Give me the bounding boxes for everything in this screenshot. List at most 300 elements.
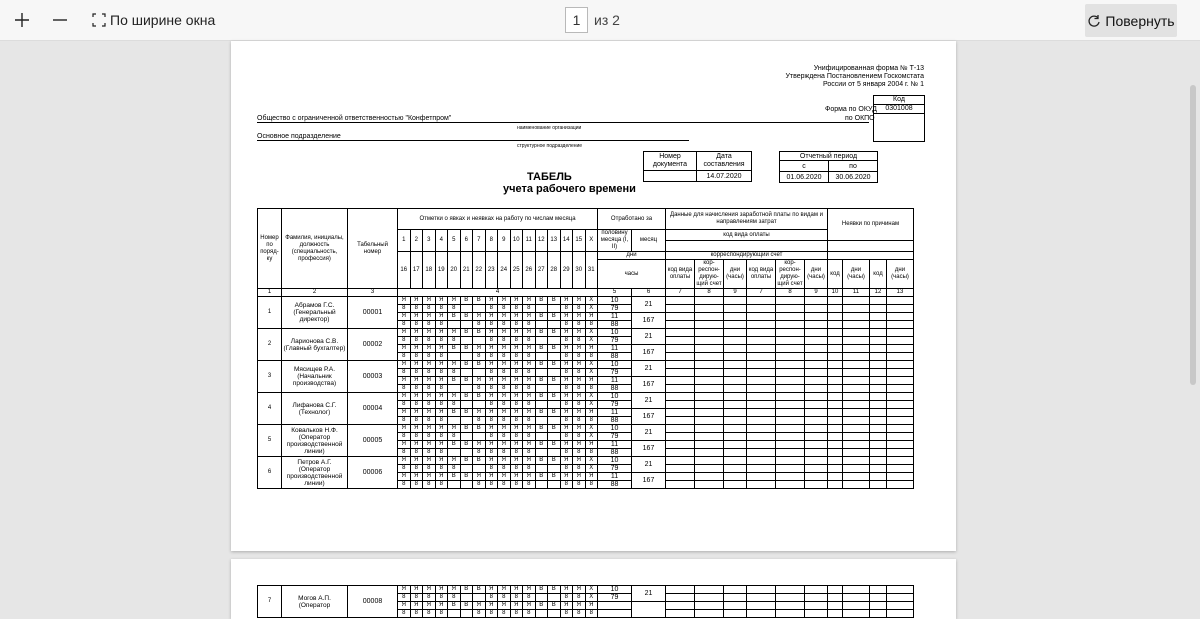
day-mark: В	[535, 361, 548, 369]
day-mark: 8	[510, 610, 523, 618]
table-row	[258, 361, 914, 369]
day-mark: Я	[510, 361, 523, 369]
day-mark: Я	[448, 393, 461, 401]
day-mark	[460, 353, 473, 361]
empty-cell	[747, 377, 776, 385]
period-table	[779, 151, 878, 183]
day-mark: Я	[510, 586, 523, 594]
day-mark: 8	[560, 305, 573, 313]
day-mark: Я	[573, 297, 586, 305]
day-number: 16	[398, 252, 411, 289]
dept-name: Основное подразделение	[257, 133, 689, 141]
day-mark: 8	[423, 385, 436, 393]
document-viewport[interactable]	[0, 41, 1200, 616]
empty-cell	[776, 417, 805, 425]
empty-cell	[828, 610, 843, 618]
empty-cell	[776, 345, 805, 353]
empty-cell	[843, 377, 870, 385]
empty-cell	[776, 481, 805, 489]
day-mark: 8	[498, 385, 511, 393]
header-days: дни	[598, 252, 666, 260]
empty-cell	[695, 321, 724, 329]
empty-cell	[805, 610, 828, 618]
empty-cell	[870, 345, 887, 353]
empty-cell	[828, 369, 843, 377]
day-mark: В	[548, 329, 561, 337]
day-number: 22	[473, 252, 486, 289]
day-mark: 8	[473, 353, 486, 361]
empty-cell	[724, 610, 747, 618]
empty-cell	[776, 433, 805, 441]
empty-cell	[776, 329, 805, 337]
day-mark	[535, 433, 548, 441]
day-mark: 8	[498, 401, 511, 409]
day-number: 25	[510, 252, 523, 289]
empty-cell	[843, 353, 870, 361]
employee-tab-number: 00005	[348, 425, 398, 457]
day-mark: 8	[510, 433, 523, 441]
empty-cell	[828, 353, 843, 361]
day-mark	[548, 321, 561, 329]
day-mark: Я	[573, 377, 586, 385]
empty-cell	[843, 385, 870, 393]
day-mark: 8	[423, 337, 436, 345]
header-half: половину месяца (I, II)	[598, 230, 632, 252]
org-name: Общество с ограниченной ответственностью "Конфетпром"	[257, 115, 869, 123]
day-mark: Я	[573, 441, 586, 449]
empty-cell	[695, 457, 724, 465]
dept-caption: структурное подразделение	[517, 143, 583, 149]
empty-cell	[666, 449, 695, 457]
table-row	[258, 297, 914, 305]
employee-name: Абрамов Г.С. (Генеральный директор)	[282, 297, 348, 329]
empty-cell	[870, 417, 887, 425]
day-mark: 8	[510, 465, 523, 473]
day-mark: 8	[485, 385, 498, 393]
day-mark: В	[548, 425, 561, 433]
empty-cell	[805, 321, 828, 329]
day-mark: В	[548, 457, 561, 465]
month-hours: 167	[632, 409, 666, 425]
empty-cell	[666, 353, 695, 361]
empty-cell	[843, 433, 870, 441]
day-mark: В	[548, 602, 561, 610]
day-number: 20	[448, 252, 461, 289]
empty-cell	[887, 602, 914, 610]
zoom-in-button[interactable]	[10, 6, 34, 34]
day-mark: Я	[573, 586, 586, 594]
day-mark: Я	[435, 377, 448, 385]
empty-cell	[887, 473, 914, 481]
day-mark: Я	[435, 313, 448, 321]
day-mark: В	[460, 409, 473, 417]
day-mark: 8	[560, 481, 573, 489]
column-number: 8	[776, 289, 805, 297]
empty-cell	[828, 305, 843, 313]
okud-code: 0301008	[873, 104, 925, 114]
day-mark: 8	[560, 594, 573, 602]
empty-cell	[805, 473, 828, 481]
absence-spacer	[828, 241, 914, 252]
day-mark: Я	[560, 329, 573, 337]
day-mark	[448, 385, 461, 393]
day-mark: Я	[448, 297, 461, 305]
day-mark: 8	[585, 321, 598, 329]
empty-cell	[724, 313, 747, 321]
day-mark: Я	[560, 361, 573, 369]
day-mark	[548, 594, 561, 602]
day-mark	[548, 385, 561, 393]
empty-cell	[747, 610, 776, 618]
day-mark: В	[460, 393, 473, 401]
okpo-code	[873, 114, 925, 142]
empty-cell	[843, 602, 870, 610]
empty-cell	[666, 433, 695, 441]
empty-cell	[724, 465, 747, 473]
day-number: 31	[585, 252, 598, 289]
empty-cell	[724, 481, 747, 489]
day-mark: Я	[560, 297, 573, 305]
day-mark: 8	[448, 337, 461, 345]
day-mark: Я	[485, 313, 498, 321]
day-number: 15	[573, 230, 586, 252]
day-mark: Я	[573, 425, 586, 433]
empty-cell	[805, 361, 828, 369]
empty-cell	[724, 297, 747, 305]
day-mark: 8	[485, 305, 498, 313]
day-mark: В	[460, 473, 473, 481]
empty-cell	[724, 602, 747, 610]
empty-cell	[776, 586, 805, 594]
empty-cell	[776, 297, 805, 305]
day-mark	[535, 305, 548, 313]
empty-cell	[870, 409, 887, 417]
day-mark	[460, 465, 473, 473]
empty-cell	[870, 329, 887, 337]
row-number: 7	[258, 586, 282, 618]
empty-cell	[805, 481, 828, 489]
day-mark: Я	[398, 313, 411, 321]
employee-name: Лифанова С.Г. (Технолог)	[282, 393, 348, 425]
empty-cell	[666, 369, 695, 377]
empty-cell	[870, 433, 887, 441]
column-number: 5	[598, 289, 632, 297]
day-mark: 8	[585, 481, 598, 489]
day-mark	[460, 433, 473, 441]
day-mark: Я	[498, 441, 511, 449]
day-mark: В	[473, 425, 486, 433]
empty-cell	[724, 457, 747, 465]
day-mark: 8	[510, 449, 523, 457]
day-mark: В	[535, 441, 548, 449]
day-mark: Я	[485, 586, 498, 594]
empty-cell	[887, 594, 914, 602]
fit-width-button[interactable]	[88, 6, 219, 34]
day-mark	[535, 353, 548, 361]
empty-cell	[843, 610, 870, 618]
day-mark	[473, 337, 486, 345]
column-number: 7	[666, 289, 695, 297]
day-mark	[460, 321, 473, 329]
day-mark: 8	[523, 481, 536, 489]
day-mark: Я	[510, 297, 523, 305]
empty-cell	[870, 393, 887, 401]
day-mark: В	[548, 297, 561, 305]
month-hours: 167	[632, 345, 666, 361]
day-mark: Я	[410, 586, 423, 594]
day-mark: 8	[410, 401, 423, 409]
day-mark: 8	[398, 369, 411, 377]
pay-subheader: дни (часы)	[724, 260, 747, 289]
empty-cell	[724, 385, 747, 393]
day-mark	[548, 353, 561, 361]
day-mark: 8	[573, 594, 586, 602]
empty-cell	[695, 297, 724, 305]
rotate-button[interactable]	[1085, 4, 1177, 37]
day-mark: Я	[435, 297, 448, 305]
day-mark: 8	[435, 401, 448, 409]
empty-cell	[747, 473, 776, 481]
day-mark: 8	[435, 353, 448, 361]
empty-cell	[695, 305, 724, 313]
day-mark: 8	[398, 401, 411, 409]
absence-subheader: дни (часы)	[843, 260, 870, 289]
empty-cell	[805, 594, 828, 602]
day-mark: Я	[435, 329, 448, 337]
empty-cell	[805, 425, 828, 433]
day-mark: 8	[398, 433, 411, 441]
empty-cell	[776, 441, 805, 449]
vertical-scrollbar[interactable]	[1190, 85, 1196, 385]
day-mark: В	[473, 393, 486, 401]
day-mark: Я	[560, 602, 573, 610]
empty-cell	[843, 305, 870, 313]
table-row	[258, 329, 914, 337]
empty-cell	[747, 465, 776, 473]
day-mark: Я	[423, 473, 436, 481]
day-mark: Я	[398, 473, 411, 481]
empty-cell	[724, 594, 747, 602]
day-mark: 8	[410, 385, 423, 393]
empty-cell	[776, 409, 805, 417]
empty-cell	[695, 313, 724, 321]
half-month-value: 88	[598, 321, 632, 329]
empty-cell	[843, 465, 870, 473]
day-mark: 8	[485, 401, 498, 409]
day-mark: 8	[498, 610, 511, 618]
empty-cell	[724, 449, 747, 457]
day-mark: Я	[498, 602, 511, 610]
empty-cell	[828, 393, 843, 401]
day-mark	[473, 594, 486, 602]
empty-cell	[666, 417, 695, 425]
empty-cell	[724, 473, 747, 481]
day-mark: 8	[485, 481, 498, 489]
day-mark: 8	[485, 417, 498, 425]
empty-cell	[843, 401, 870, 409]
day-mark: Я	[523, 329, 536, 337]
page-total-label: из 2	[594, 12, 620, 28]
day-mark: Я	[573, 393, 586, 401]
empty-cell	[887, 313, 914, 321]
day-mark: Я	[510, 441, 523, 449]
empty-cell	[805, 409, 828, 417]
day-mark: Я	[573, 473, 586, 481]
day-mark: В	[448, 409, 461, 417]
employee-tab-number: 00004	[348, 393, 398, 425]
empty-cell	[805, 305, 828, 313]
empty-cell	[828, 385, 843, 393]
empty-cell	[776, 369, 805, 377]
empty-cell	[776, 313, 805, 321]
day-mark: 8	[523, 594, 536, 602]
half-month-value: 11	[598, 473, 632, 481]
day-mark: Я	[410, 361, 423, 369]
day-mark: 8	[573, 465, 586, 473]
day-mark: Я	[498, 345, 511, 353]
day-number: 13	[548, 230, 561, 252]
day-mark: Я	[423, 361, 436, 369]
day-mark	[460, 417, 473, 425]
empty-cell	[695, 425, 724, 433]
day-mark: Я	[435, 425, 448, 433]
day-mark	[548, 401, 561, 409]
employee-name: Ковальков Н.Ф. (Оператор производственной линии)	[282, 425, 348, 457]
document-page-2	[231, 559, 956, 619]
day-mark: 8	[573, 337, 586, 345]
day-mark: 8	[410, 353, 423, 361]
empty-cell	[666, 313, 695, 321]
day-mark	[460, 481, 473, 489]
day-mark: Я	[498, 393, 511, 401]
employee-tab-number: 00006	[348, 457, 398, 489]
day-mark: X	[585, 425, 598, 433]
form-header-line: Утверждена Постановлением Госкомстата	[785, 73, 924, 80]
day-mark: Я	[410, 297, 423, 305]
day-mark: 8	[423, 610, 436, 618]
column-number: 3	[348, 289, 398, 297]
empty-cell	[887, 401, 914, 409]
day-mark: Я	[560, 586, 573, 594]
day-mark: Я	[435, 457, 448, 465]
day-mark: Я	[523, 457, 536, 465]
zoom-out-button[interactable]	[48, 6, 72, 34]
day-mark: Я	[473, 345, 486, 353]
day-mark	[548, 449, 561, 457]
day-mark	[548, 433, 561, 441]
day-mark: Я	[485, 473, 498, 481]
day-mark: 8	[423, 417, 436, 425]
day-mark: 8	[410, 481, 423, 489]
empty-cell	[887, 433, 914, 441]
day-mark: 8	[560, 449, 573, 457]
day-mark: Я	[510, 393, 523, 401]
empty-cell	[828, 417, 843, 425]
day-mark: 8	[435, 369, 448, 377]
column-number: 11	[843, 289, 870, 297]
empty-cell	[805, 457, 828, 465]
empty-cell	[870, 425, 887, 433]
day-mark: Я	[523, 586, 536, 594]
day-mark: 8	[498, 433, 511, 441]
day-mark: 8	[560, 353, 573, 361]
day-mark: 8	[560, 417, 573, 425]
day-mark: Я	[485, 602, 498, 610]
empty-cell	[805, 433, 828, 441]
half-month-value: 10	[598, 586, 632, 594]
day-mark: Я	[523, 393, 536, 401]
day-mark: Я	[585, 409, 598, 417]
empty-cell	[843, 449, 870, 457]
empty-cell	[747, 353, 776, 361]
day-mark: 8	[423, 433, 436, 441]
day-mark: В	[535, 457, 548, 465]
empty-cell	[805, 385, 828, 393]
period-label: Отчетный период	[780, 152, 878, 161]
empty-cell	[747, 409, 776, 417]
empty-cell	[747, 417, 776, 425]
empty-cell	[747, 393, 776, 401]
day-mark: 8	[448, 465, 461, 473]
day-mark: Я	[523, 297, 536, 305]
day-mark	[460, 305, 473, 313]
day-mark: 8	[435, 481, 448, 489]
day-mark: В	[473, 361, 486, 369]
day-mark	[548, 369, 561, 377]
day-number: 11	[523, 230, 536, 252]
empty-cell	[843, 361, 870, 369]
empty-cell	[776, 425, 805, 433]
day-mark: Я	[410, 313, 423, 321]
empty-cell	[887, 481, 914, 489]
day-mark: 8	[498, 594, 511, 602]
day-mark: Я	[498, 297, 511, 305]
empty-cell	[724, 305, 747, 313]
day-mark: Я	[410, 409, 423, 417]
empty-cell	[887, 305, 914, 313]
day-mark: Я	[573, 329, 586, 337]
half-month-value	[598, 610, 632, 618]
page-number-input[interactable]: 1	[565, 7, 588, 33]
day-mark: 8	[573, 385, 586, 393]
day-mark: В	[460, 329, 473, 337]
day-mark: 8	[498, 353, 511, 361]
empty-cell	[695, 401, 724, 409]
empty-cell	[870, 401, 887, 409]
empty-cell	[747, 361, 776, 369]
absence-subheader: код	[870, 260, 887, 289]
day-mark: 8	[435, 337, 448, 345]
code-label: Код	[873, 95, 925, 104]
day-mark: 8	[573, 417, 586, 425]
empty-cell	[695, 594, 724, 602]
day-mark: Я	[560, 313, 573, 321]
form-header-line: Унифицированная форма № Т-13	[813, 65, 924, 72]
day-mark: X	[585, 361, 598, 369]
empty-cell	[843, 473, 870, 481]
day-mark: Я	[523, 377, 536, 385]
timesheet-table-continued	[257, 585, 914, 618]
empty-cell	[828, 457, 843, 465]
day-mark: Я	[423, 313, 436, 321]
employee-name: Могов А.П. (Оператор	[282, 586, 348, 618]
day-mark: Я	[560, 457, 573, 465]
day-mark: Я	[423, 441, 436, 449]
day-mark: Я	[410, 345, 423, 353]
pay-subheader: кор-респон-дирую-щий счет	[777, 260, 803, 287]
empty-cell	[695, 345, 724, 353]
header-worked: Отработано за	[598, 209, 666, 230]
